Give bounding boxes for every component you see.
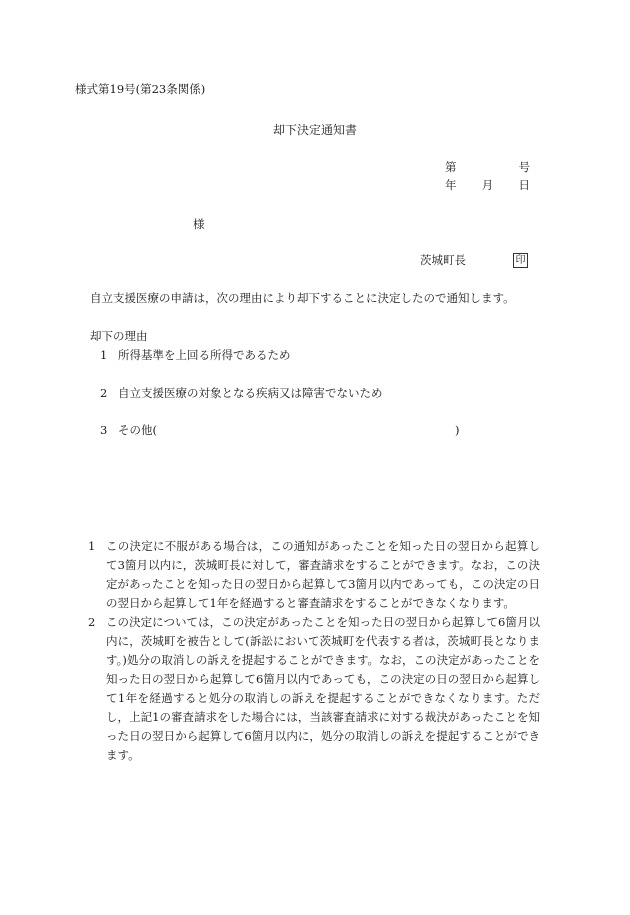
form-number: 様式第19号(第23条関係) [75,82,206,96]
reason-text: 自立支援医療の対象となる疾病又は障害でないため [118,386,383,400]
intro-text: 自立支援医療の申請は，次の理由により却下することに決定したので通知します。 [90,291,515,305]
note-text: この決定に不服がある場合は，この通知があったことを知った日の翌日から起算して3箇月以内に，茨城町長に対して，審査請求をすることができます。なお，この決定があったことを知った日の翌日から起算して3箇月以内であっても，この決定の日の翌日から起算して1年を経過すると審査請求をすることができなくなります。 [106,539,540,610]
note-item [88,537,540,613]
number-suffix: 号 [518,160,530,174]
date-day: 日 [518,178,530,192]
number-prefix: 第 [445,160,457,174]
seal-mark: 印 [513,253,528,268]
reasons-heading: 却下の理由 [90,329,148,343]
date-month: 月 [481,178,494,192]
note-number: 1 [88,539,96,553]
reason-text: その他( [118,423,157,437]
document-number-line [445,162,530,174]
reason-item [100,388,383,400]
reason-number: 2 [100,386,108,400]
reason-close-paren: ) [455,423,460,437]
issuer-name: 茨城町長 [420,253,466,267]
note-item [88,613,540,765]
reason-number: 1 [100,348,108,362]
reason-item [100,350,291,362]
instruction-notes [88,537,540,765]
document-title: 却下決定通知書 [272,123,357,137]
reason-text: 所得基準を上回る所得であるため [118,348,291,362]
date-line [445,180,530,192]
reason-number: 3 [100,423,108,437]
reason-item [100,425,157,437]
note-number: 2 [88,615,96,629]
note-text: この決定については，この決定があったことを知った日の翌日から起算して6箇月以内に，茨城町を被告として(訴訟において茨城町を代表する者は，茨城町長となります。)処分の取消しの訴えを提起することができます。なお，この決定があったことを知った日の翌日から起算して6箇月以内であっても，この決定の日の翌日から起算して1年を経過すると処分の取消しの訴えを提起することができなくなります。ただし，上記1の審査請求をした場合には，当該審査請求に対する裁決があったことを知った日の翌日から起算して6箇月以内に，処分の取消しの訴えを提起することができます。 [106,615,540,762]
addressee-honorific: 様 [193,217,205,231]
date-year: 年 [445,178,457,192]
